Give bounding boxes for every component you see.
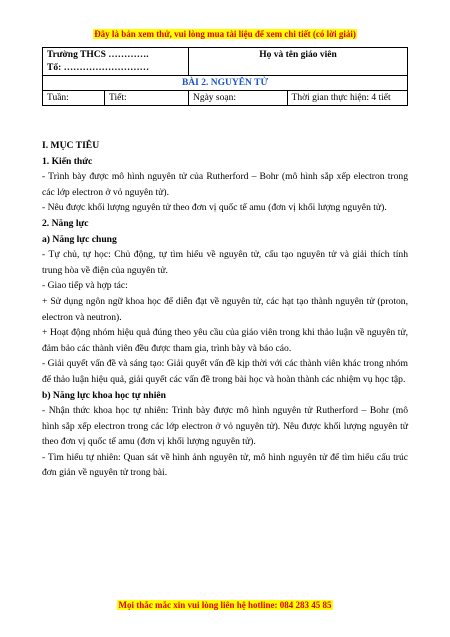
top-banner-text: Đây là bản xem thử, vui lòng mua tài liệu để xem chi tiết (có lời giải) xyxy=(94,29,356,39)
heading-objectives: I. MỤC TIÊU xyxy=(42,140,100,151)
bottom-banner-text: Mọi thắc mắc xin vui lòng liên hệ hotline: 084 283 45 85 xyxy=(118,600,332,610)
duration-cell: Thời gian thực hiện: 4 tiết xyxy=(287,91,407,106)
top-banner xyxy=(0,29,450,39)
science-item-1: - Nhận thức khoa học tự nhiên: Trình bày được mô hình nguyên tử Rutherford – Bohr (mô hình sắp xếp electron trong các lớp electron ở vỏ nguyên tử). Nêu được khối lượng nguyên tử theo đơn vị quốc tế amu (đơn vị khối lượng nguyên tử). xyxy=(42,405,408,448)
heading-knowledge: 1. Kiến thức xyxy=(42,155,93,167)
science-item-2: - Tìm hiểu tự nhiên: Quan sát về hình ảnh nguyên tử, mô hình nguyên tử để tìm hiểu cấu trúc đơn giản về nguyên tử trong bài. xyxy=(42,451,408,479)
teacher-name: Họ và tên giáo viên xyxy=(259,50,337,60)
week-cell: Tuần: xyxy=(43,91,105,106)
school-name: Trường THCS …………. xyxy=(47,50,149,60)
lesson-content xyxy=(42,138,408,481)
knowledge-item-2: - Nêu được khối lượng nguyên tử theo đơn vị quốc tế amu (đơn vị khối lượng nguyên tử). xyxy=(42,202,387,214)
heading-competence: 2. Năng lực xyxy=(42,217,89,229)
school-cell xyxy=(43,48,189,76)
general-item-4: + Hoạt động nhóm hiệu quả đúng theo yêu cầu của giáo viên trong khi thảo luận về nguyên tử, đảm bảo các thành viên đều được tham gia, trình bày và báo cáo. xyxy=(42,327,408,354)
general-item-3: + Sử dụng ngôn ngữ khoa học để diễn đạt về nguyên tử, các hạt tạo thành nguyên tử (proton, electron và neutron). xyxy=(42,295,408,323)
lesson-title: BÀI 2. NGUYÊN TỬ xyxy=(43,76,408,91)
general-item-5: - Giải quyết vấn đề và sáng tạo: Giải quyết vấn đề kịp thời với các thành viên khác trong nhóm để thảo luận hiệu quả, giải quyết các vấn đề trong bài học và hoàn thành các nhiệm vụ học tập. xyxy=(42,358,408,385)
lesson-header-table xyxy=(42,47,408,106)
group-name: Tổ: ……………………… xyxy=(47,63,150,73)
general-item-1: - Tự chủ, tự học: Chủ động, tự tìm hiểu về nguyên tử, cấu tạo nguyên tử và giải thích tính trung hòa về điện của nguyên tử. xyxy=(42,249,408,276)
general-item-2: - Giao tiếp và hợp tác: xyxy=(42,280,128,292)
heading-science-competence: b) Năng lực khoa học tự nhiên xyxy=(42,389,166,401)
teacher-cell xyxy=(188,48,407,76)
knowledge-item-1: - Trình bày được mô hình nguyên tử của Rutherford – Bohr (mô hình sắp xếp electron trong các lớp electron ở vỏ nguyên tử). xyxy=(42,171,408,198)
bottom-banner xyxy=(0,600,450,610)
period-cell: Tiết: xyxy=(105,91,189,106)
heading-general-competence: a) Năng lực chung xyxy=(42,233,117,245)
prep-date-cell: Ngày soạn: xyxy=(188,91,287,106)
